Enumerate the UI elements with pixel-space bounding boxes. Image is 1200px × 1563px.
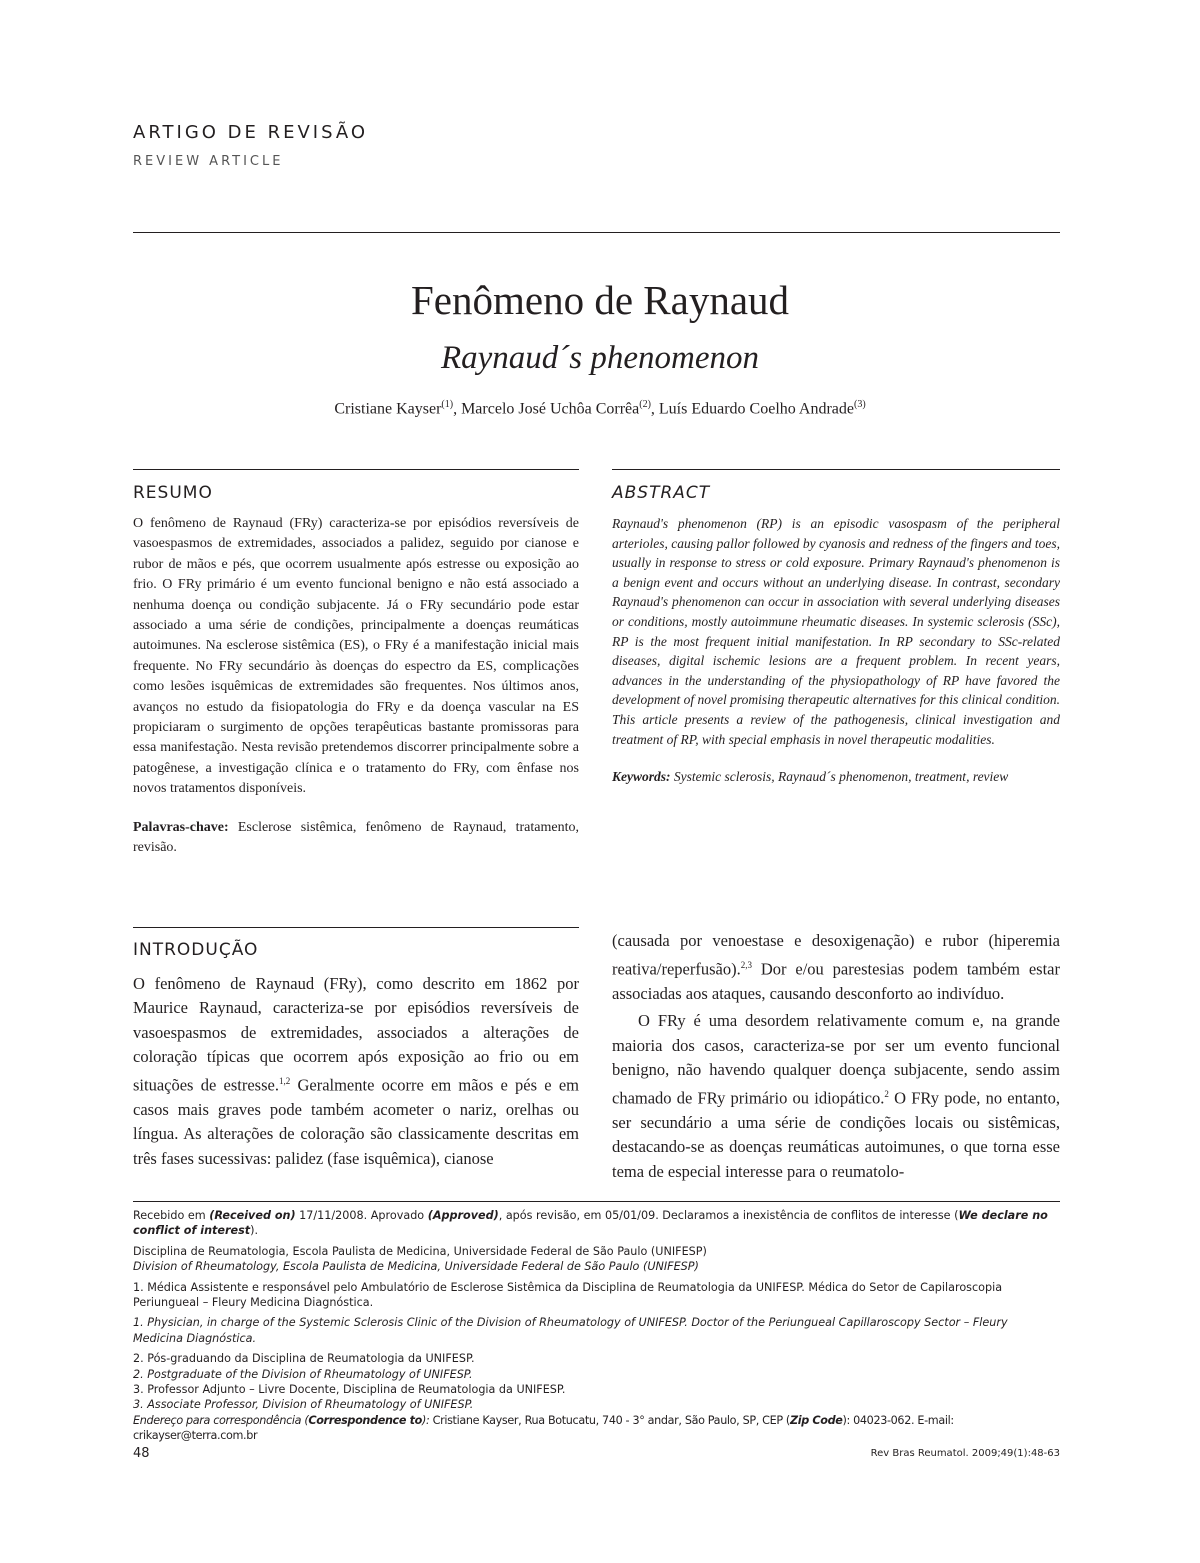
introducao-rule [133, 927, 579, 928]
author-name: Cristiane Kayser [334, 400, 442, 418]
resumo-text: O fenômeno de Raynaud (FRy) caracteriza-se por episódios reversíveis de vasoespasmos de extremidades, associados a palidez, seguido por cianose e rubor de mãos e pés, que ocorrem usualmente após estresse ou exposição ao frio. O FRy primário é um evento funcional benigno e não está associado a nenhuma doença ou condição subjacente. Já o FRy secundário pode estar associado a uma série de condições, principalmente a doenças reumáticas autoimunes. Na esclerose sistêmica (ES), o FRy é a manifestação inicial mais frequente. No FRy secundário às doenças do espectro da ES, complicações como lesões isquêmicas de extremidades são frequentes. Nos últimos anos, avanços no estudo da fisiopatologia do FRy e da doença vascular na ES propiciaram o surgimento de opções terapêuticas bastante promissoras para essa manifestação. Nesta revisão pretendemos discorrer principalmente sobre a patogênese, a investigação clínica e o tratamento do FRy, com ênfase nos novos tratamentos disponíveis. [133, 516, 579, 797]
author-note-1-pt: 1. Médica Assistente e responsável pelo Ambulatório de Esclerose Sistêmica da Disciplina de Reumatologia da UNIFESP. Médica do Setor de Capilaroscopia Periungueal – Fleury Medicina Diagnóstica. [133, 1280, 1003, 1310]
author-name: Marcelo José Uchôa Corrêa [461, 400, 640, 418]
affiliation-pt: Disciplina de Reumatologia, Escola Paulista de Medicina, Universidade Federal de São Paulo (UNIFESP) [133, 1244, 707, 1258]
text-run: ). [250, 1224, 259, 1238]
text-run: Endereço para correspondência ( [133, 1413, 309, 1427]
author-note-2-pt: 2. Pós-graduando da Disciplina de Reumatologia da UNIFESP. [133, 1352, 475, 1366]
text-run: ): [421, 1413, 430, 1427]
text-run: O FRy é uma desordem relativamente comum e, na grande maioria dos casos, caracteriza-se por ser um evento funcional benigno, não havendo qualquer doença subjacente, sendo assim chamado de FRy primário ou idiopático. [612, 1011, 1060, 1108]
abstract-text: Raynaud's phenomenon (RP) is an episodic vasospasm of the peripheral arterioles, causing pallor followed by cyanosis and redness of the fingers and toes, usually in response to stress or cold exposure. Primary Raynaud's phenomenon is a benign event and occurs without an underlying disease. In contrast, secondary Raynaud's phenomenon can occur in association with several underlying diseases or conditions, mostly autoimmune rheumatic diseases. In systemic sclerosis (SSc), RP is the most frequent initial manifestation. In RP secondary to SSc-related diseases, digital ischemic lesions are a frequent problem. In recent years, advances in the understanding of the physiopathology of RP have favored the development of novel promising therapeutic alternatives for this clinical condition. This article presents a review of the pathogenesis, clinical investigation and treatment of RP, with special emphasis in novel therapeutic modalities. [612, 516, 1060, 747]
article-type-en: REVIEW ARTICLE [133, 154, 284, 169]
author-note-1-en: 1. Physician, in charge of the Systemic Sclerosis Clinic of the Division of Rheumatology of UNIFESP. Doctor of the Periungueal Capillaroscopy Sector – Fleury Medicina Diagnóstica. [133, 1316, 1008, 1345]
citation: 1,2 [278, 1076, 291, 1087]
introducao-heading: INTRODUÇÃO [133, 940, 259, 960]
author-name: Luís Eduardo Coelho Andrade [658, 400, 854, 418]
introducao-paragraph [612, 1009, 1060, 1184]
citation: 2,3 [740, 960, 752, 971]
text-run: (Approved) [427, 1209, 499, 1222]
abstract-section [612, 514, 1060, 787]
article-subtitle: Raynaud´s phenomenon [440, 340, 759, 376]
keywords-label: Keywords: [612, 769, 671, 785]
footnote-rule [133, 1201, 1060, 1202]
introducao-right-column [612, 929, 1060, 1184]
article-type-pt: ARTIGO DE REVISÃO [133, 122, 369, 143]
author-note-2-en: 2. Postgraduate of the Division of Rheumatology of UNIFESP. [133, 1367, 473, 1381]
text-run: Geralmente ocorre em mãos e pés e em casos mais graves pode também acometer o nariz, orelhas ou língua. As alterações de coloração são classicamente descritas em três fases sucessivas: palidez (fase isquêmica), cianose [133, 1075, 579, 1168]
page-number: 48 [133, 1446, 150, 1461]
correspondence-address [133, 1413, 1060, 1444]
keywords-text: Esclerose sistêmica, fenômeno de Raynaud, tratamento, revisão. [133, 819, 579, 856]
text-run: (Received on) [209, 1209, 296, 1222]
header-rule [133, 232, 1060, 233]
author-list [0, 399, 1200, 418]
keywords-text: Systemic sclerosis, Raynaud´s phenomenon, treatment, review [670, 769, 1009, 785]
text-run: , após revisão, em 05/01/09. Declaramos a inexistência de conflitos de interesse ( [498, 1209, 959, 1222]
text-run: Recebido em [133, 1209, 210, 1222]
introducao-left-column [133, 972, 579, 1171]
text-run: ): 04023-062. E-mail: crikayser@terra.com.br [133, 1413, 954, 1443]
resumo-keywords [133, 818, 579, 859]
author-affiliation: (1) [441, 399, 454, 410]
affiliation-en: Division of Rheumatology, Escola Paulista de Medicina, Universidade Federal de São Paulo (UNIFESP) [133, 1260, 699, 1274]
resumo-heading: RESUMO [133, 483, 213, 503]
abstract-heading: ABSTRACT [612, 483, 711, 503]
citation: 2 [884, 1089, 889, 1100]
text-run: O FRy pode, no entanto, ser secundário a uma série de condições locais ou sistêmicas, destacando-se as doenças reumáticas autoimunes, o que torna esse tema de especial interesse para o reumatolo- [612, 1088, 1060, 1181]
author-separator: , [453, 400, 462, 418]
text-run: We declare no conflict of interest [133, 1209, 1048, 1238]
footnotes [133, 1208, 1060, 1444]
article-title: Fenômeno de Raynaud [410, 277, 790, 323]
text-run: Cristiane Kayser, Rua Botucatu, 740 - 3° andar, São Paulo, SP, CEP ( [429, 1413, 790, 1427]
author-separator: , [650, 400, 659, 418]
text-run: 17/11/2008. Aprovado [295, 1209, 428, 1222]
introducao-paragraph [133, 972, 579, 1171]
journal-citation: Rev Bras Reumatol. 2009;49(1):48-63 [870, 1448, 1060, 1459]
resumo-section [133, 514, 579, 859]
introducao-paragraph [612, 929, 1060, 1006]
text-run: Zip Code [789, 1413, 843, 1427]
abstract-keywords [612, 767, 1060, 787]
text-run: O fenômeno de Raynaud (FRy), como descrito em 1862 por Maurice Raynaud, caracteriza-se por episódios reversíveis de vasoespasmos de extremidades, associados a alterações de coloração típicas que ocorrem após exposição ao frio ou em situações de estresse. [133, 974, 579, 1095]
received-note [133, 1208, 1060, 1239]
author-affiliation: (2) [639, 399, 651, 410]
text-run: (causada por venoestase e desoxigenação) e rubor (hiperemia reativa/reperfusão). [612, 931, 1060, 979]
author-note-3-pt: 3. Professor Adjunto – Livre Docente, Disciplina de Reumatologia da UNIFESP. [133, 1383, 566, 1397]
resumo-rule [133, 469, 579, 470]
text-run: Correspondence to [308, 1413, 422, 1427]
text-run: Dor e/ou parestesias podem também estar associadas aos ataques, causando desconforto ao indivíduo. [612, 959, 1060, 1004]
abstract-rule [612, 469, 1060, 470]
author-note-3-en: 3. Associate Professor, Division of Rheumatology of UNIFESP. [133, 1398, 474, 1412]
keywords-label: Palavras-chave: [133, 819, 229, 835]
author-affiliation: (3) [853, 399, 866, 410]
